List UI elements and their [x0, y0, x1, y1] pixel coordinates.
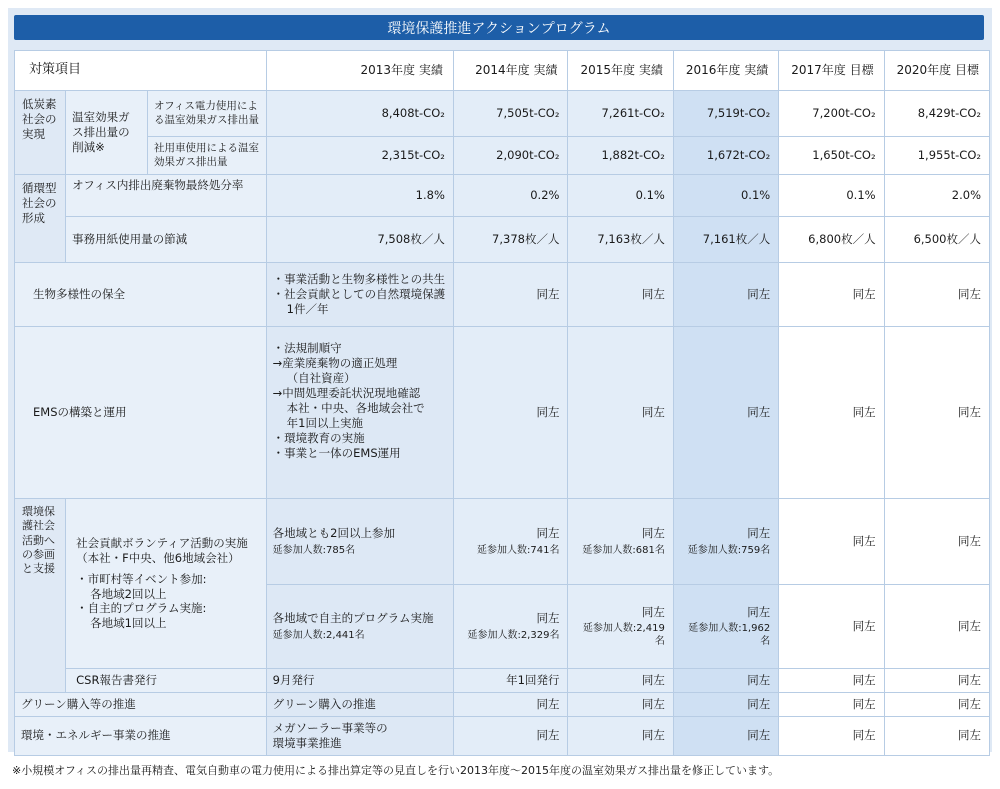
- participants-note: 延参加人数:2,441名: [272, 629, 365, 641]
- participants-note: 延参加人数:681名: [582, 544, 665, 556]
- value-cell: 同左: [884, 263, 989, 327]
- value-cell: 0.1%: [568, 175, 673, 217]
- table-row: [15, 91, 990, 137]
- category-recycle: 循環型社会の形成: [15, 175, 66, 263]
- value-cell: 同左: [673, 716, 778, 755]
- value-cell: 7,163枚／人: [568, 217, 673, 263]
- value-cell: 同左: [453, 692, 568, 716]
- value-cell: 同左: [884, 716, 989, 755]
- value-cell: 同左: [568, 327, 673, 499]
- description-line: ・環境教育の実施: [272, 430, 365, 445]
- description-line: 本社・中央、各地域会社で: [286, 400, 425, 415]
- action-program-table: [14, 50, 990, 756]
- value-text: 同左: [641, 604, 665, 619]
- header-2014: 2014年度 実績: [453, 51, 568, 91]
- value-cell: [673, 499, 778, 585]
- value-cell: 同左: [568, 716, 673, 755]
- volunteer-label: 社会貢献ボランティア活動の実施（本社・F中央、他6地域会社）: [76, 535, 248, 565]
- value-cell: [568, 585, 673, 669]
- value-cell: 2,090t-CO₂: [453, 137, 568, 175]
- table-row: [15, 716, 990, 755]
- row-label-green: グリーン購入等の推進: [15, 692, 267, 716]
- participants-note: 延参加人数:785名: [272, 544, 356, 556]
- description-line: 各地域とも2回以上参加: [272, 526, 395, 541]
- row-label-biodiversity: 生物多様性の保全: [15, 263, 267, 327]
- biodiversity-description: [266, 263, 453, 327]
- description-line: メガソーラー事業等の: [272, 720, 388, 735]
- value-cell: 7,200t-CO₂: [779, 91, 884, 137]
- table-row: [15, 217, 990, 263]
- value-cell: [673, 585, 778, 669]
- value-cell: 同左: [779, 499, 884, 585]
- description-line: ・法規制順守: [272, 341, 342, 355]
- participants-note: 延参加人数:741名: [476, 544, 560, 556]
- green-description: グリーン購入の推進: [266, 692, 453, 716]
- value-cell: 7,378枚／人: [453, 217, 568, 263]
- ems-description: [266, 327, 453, 499]
- value-cell: 同左: [884, 585, 989, 669]
- value-cell: 7,519t-CO₂: [673, 91, 778, 137]
- header-2020: 2020年度 目標: [884, 51, 989, 91]
- value-cell: 0.1%: [673, 175, 778, 217]
- value-cell: 同左: [453, 263, 568, 327]
- value-cell: 1,882t-CO₂: [568, 137, 673, 175]
- row-label-office-power: オフィス電力使用による温室効果ガス排出量: [147, 91, 266, 137]
- value-cell: [453, 585, 568, 669]
- program-description: [266, 585, 453, 669]
- value-cell: 同左: [884, 669, 989, 693]
- participants-note: 延参加人数:1,962名: [688, 623, 771, 648]
- participants-note: 延参加人数:2,329名: [467, 629, 560, 641]
- value-text: 同左: [536, 526, 560, 541]
- participants-note: 延参加人数:759名: [687, 544, 771, 556]
- header-2013: 2013年度 実績: [266, 51, 453, 91]
- value-cell: 同左: [779, 327, 884, 499]
- table-row: [15, 499, 990, 585]
- header-2017: 2017年度 目標: [779, 51, 884, 91]
- value-cell: 同左: [673, 263, 778, 327]
- value-cell: 同左: [884, 327, 989, 499]
- category-env-activity: 環境保護社会活動への参画と支援: [15, 499, 66, 693]
- value-cell: [453, 499, 568, 585]
- row-label-energy: 環境・エネルギー事業の推進: [15, 716, 267, 755]
- participants-note: 延参加人数:2,419名: [582, 623, 665, 648]
- value-cell: 同左: [779, 669, 884, 693]
- table-row: [15, 137, 990, 175]
- volunteer-sub1b: 各地域2回以上: [90, 586, 167, 601]
- value-cell: 同左: [779, 263, 884, 327]
- value-cell: 同左: [779, 692, 884, 716]
- value-cell: 同左: [779, 585, 884, 669]
- table-row: [15, 327, 990, 499]
- energy-description: [266, 716, 453, 755]
- value-cell: 1,672t-CO₂: [673, 137, 778, 175]
- value-text: 同左: [747, 604, 771, 619]
- value-cell: 0.1%: [779, 175, 884, 217]
- value-cell: 同左: [673, 327, 778, 499]
- category-low-carbon: 低炭素社会の実現: [15, 91, 66, 175]
- value-cell: 2,315t-CO₂: [266, 137, 453, 175]
- description-line: ・事業と一体のEMS運用: [272, 445, 401, 460]
- description-line: 1件／年: [286, 301, 329, 316]
- table-row: [15, 263, 990, 327]
- footnote: ※小規模オフィスの排出量再精査、電気自動車の電力使用による排出算定等の見直しを行い2013年度～2015年度の温室効果ガス排出量を修正しています。: [12, 764, 780, 777]
- value-cell: 同左: [673, 692, 778, 716]
- value-text: 同左: [747, 526, 771, 541]
- volunteer-sub1: ・市町村等イベント参加:: [76, 571, 207, 586]
- value-cell: 6,800枚／人: [779, 217, 884, 263]
- value-cell: 年1回発行: [453, 669, 568, 693]
- header-2015: 2015年度 実績: [568, 51, 673, 91]
- description-line: 各地域で自主的プログラム実施: [272, 611, 434, 626]
- value-text: 同左: [536, 611, 560, 626]
- value-cell: 6,500枚／人: [884, 217, 989, 263]
- csr-description: 9月発行: [266, 669, 453, 693]
- row-label-csr: CSR報告書発行: [66, 669, 267, 693]
- value-cell: 0.2%: [453, 175, 568, 217]
- header-2016: 2016年度 実績: [673, 51, 778, 91]
- value-cell: 2.0%: [884, 175, 989, 217]
- value-cell: 1,650t-CO₂: [779, 137, 884, 175]
- header-item: 対策項目: [15, 51, 267, 91]
- description-line: 環境事業推進: [272, 735, 342, 750]
- value-cell: 7,508枚／人: [266, 217, 453, 263]
- page-title: 環境保護推進アクションプログラム: [14, 15, 984, 40]
- description-line: ・事業活動と生物多様性との共生: [272, 272, 446, 287]
- header-row: [15, 51, 990, 91]
- value-cell: 7,261t-CO₂: [568, 91, 673, 137]
- category-ghg: 温室効果ガス排出量の削減※: [66, 91, 148, 175]
- value-cell: 同左: [779, 716, 884, 755]
- row-label-paper: 事務用紙使用量の節減: [66, 217, 267, 263]
- row-label-ems: EMSの構築と運用: [15, 327, 267, 499]
- value-cell: 7,161枚／人: [673, 217, 778, 263]
- volunteer-sub2b: 各地域1回以上: [90, 616, 167, 631]
- value-text: 同左: [641, 526, 665, 541]
- value-cell: 同左: [568, 263, 673, 327]
- description-line: （自社資産）: [286, 370, 356, 385]
- value-cell: 8,408t-CO₂: [266, 91, 453, 137]
- value-cell: 同左: [568, 692, 673, 716]
- volunteer-sub2: ・自主的プログラム実施:: [76, 601, 207, 616]
- description-line: 年1回以上実施: [286, 415, 363, 430]
- table-row: [15, 175, 990, 217]
- value-cell: 同左: [884, 499, 989, 585]
- value-cell: 1,955t-CO₂: [884, 137, 989, 175]
- value-cell: 8,429t-CO₂: [884, 91, 989, 137]
- description-line: →産業廃棄物の適正処理: [272, 355, 398, 370]
- value-cell: [568, 499, 673, 585]
- value-cell: 同左: [673, 669, 778, 693]
- value-cell: 同左: [568, 669, 673, 693]
- event-description: [266, 499, 453, 585]
- value-cell: 同左: [453, 327, 568, 499]
- table-row: [15, 669, 990, 693]
- value-cell: 同左: [884, 692, 989, 716]
- value-cell: 同左: [453, 716, 568, 755]
- row-label-company-car: 社用車使用による温室効果ガス排出量: [147, 137, 266, 175]
- volunteer-description: [66, 499, 267, 669]
- value-cell: 7,505t-CO₂: [453, 91, 568, 137]
- value-cell: 1.8%: [266, 175, 453, 217]
- row-label-waste: オフィス内排出廃棄物最終処分率: [66, 175, 267, 217]
- table-row: [15, 692, 990, 716]
- description-line: →中間処理委託状況現地確認: [272, 385, 421, 400]
- description-line: ・社会貢献としての自然環境保護: [272, 287, 446, 302]
